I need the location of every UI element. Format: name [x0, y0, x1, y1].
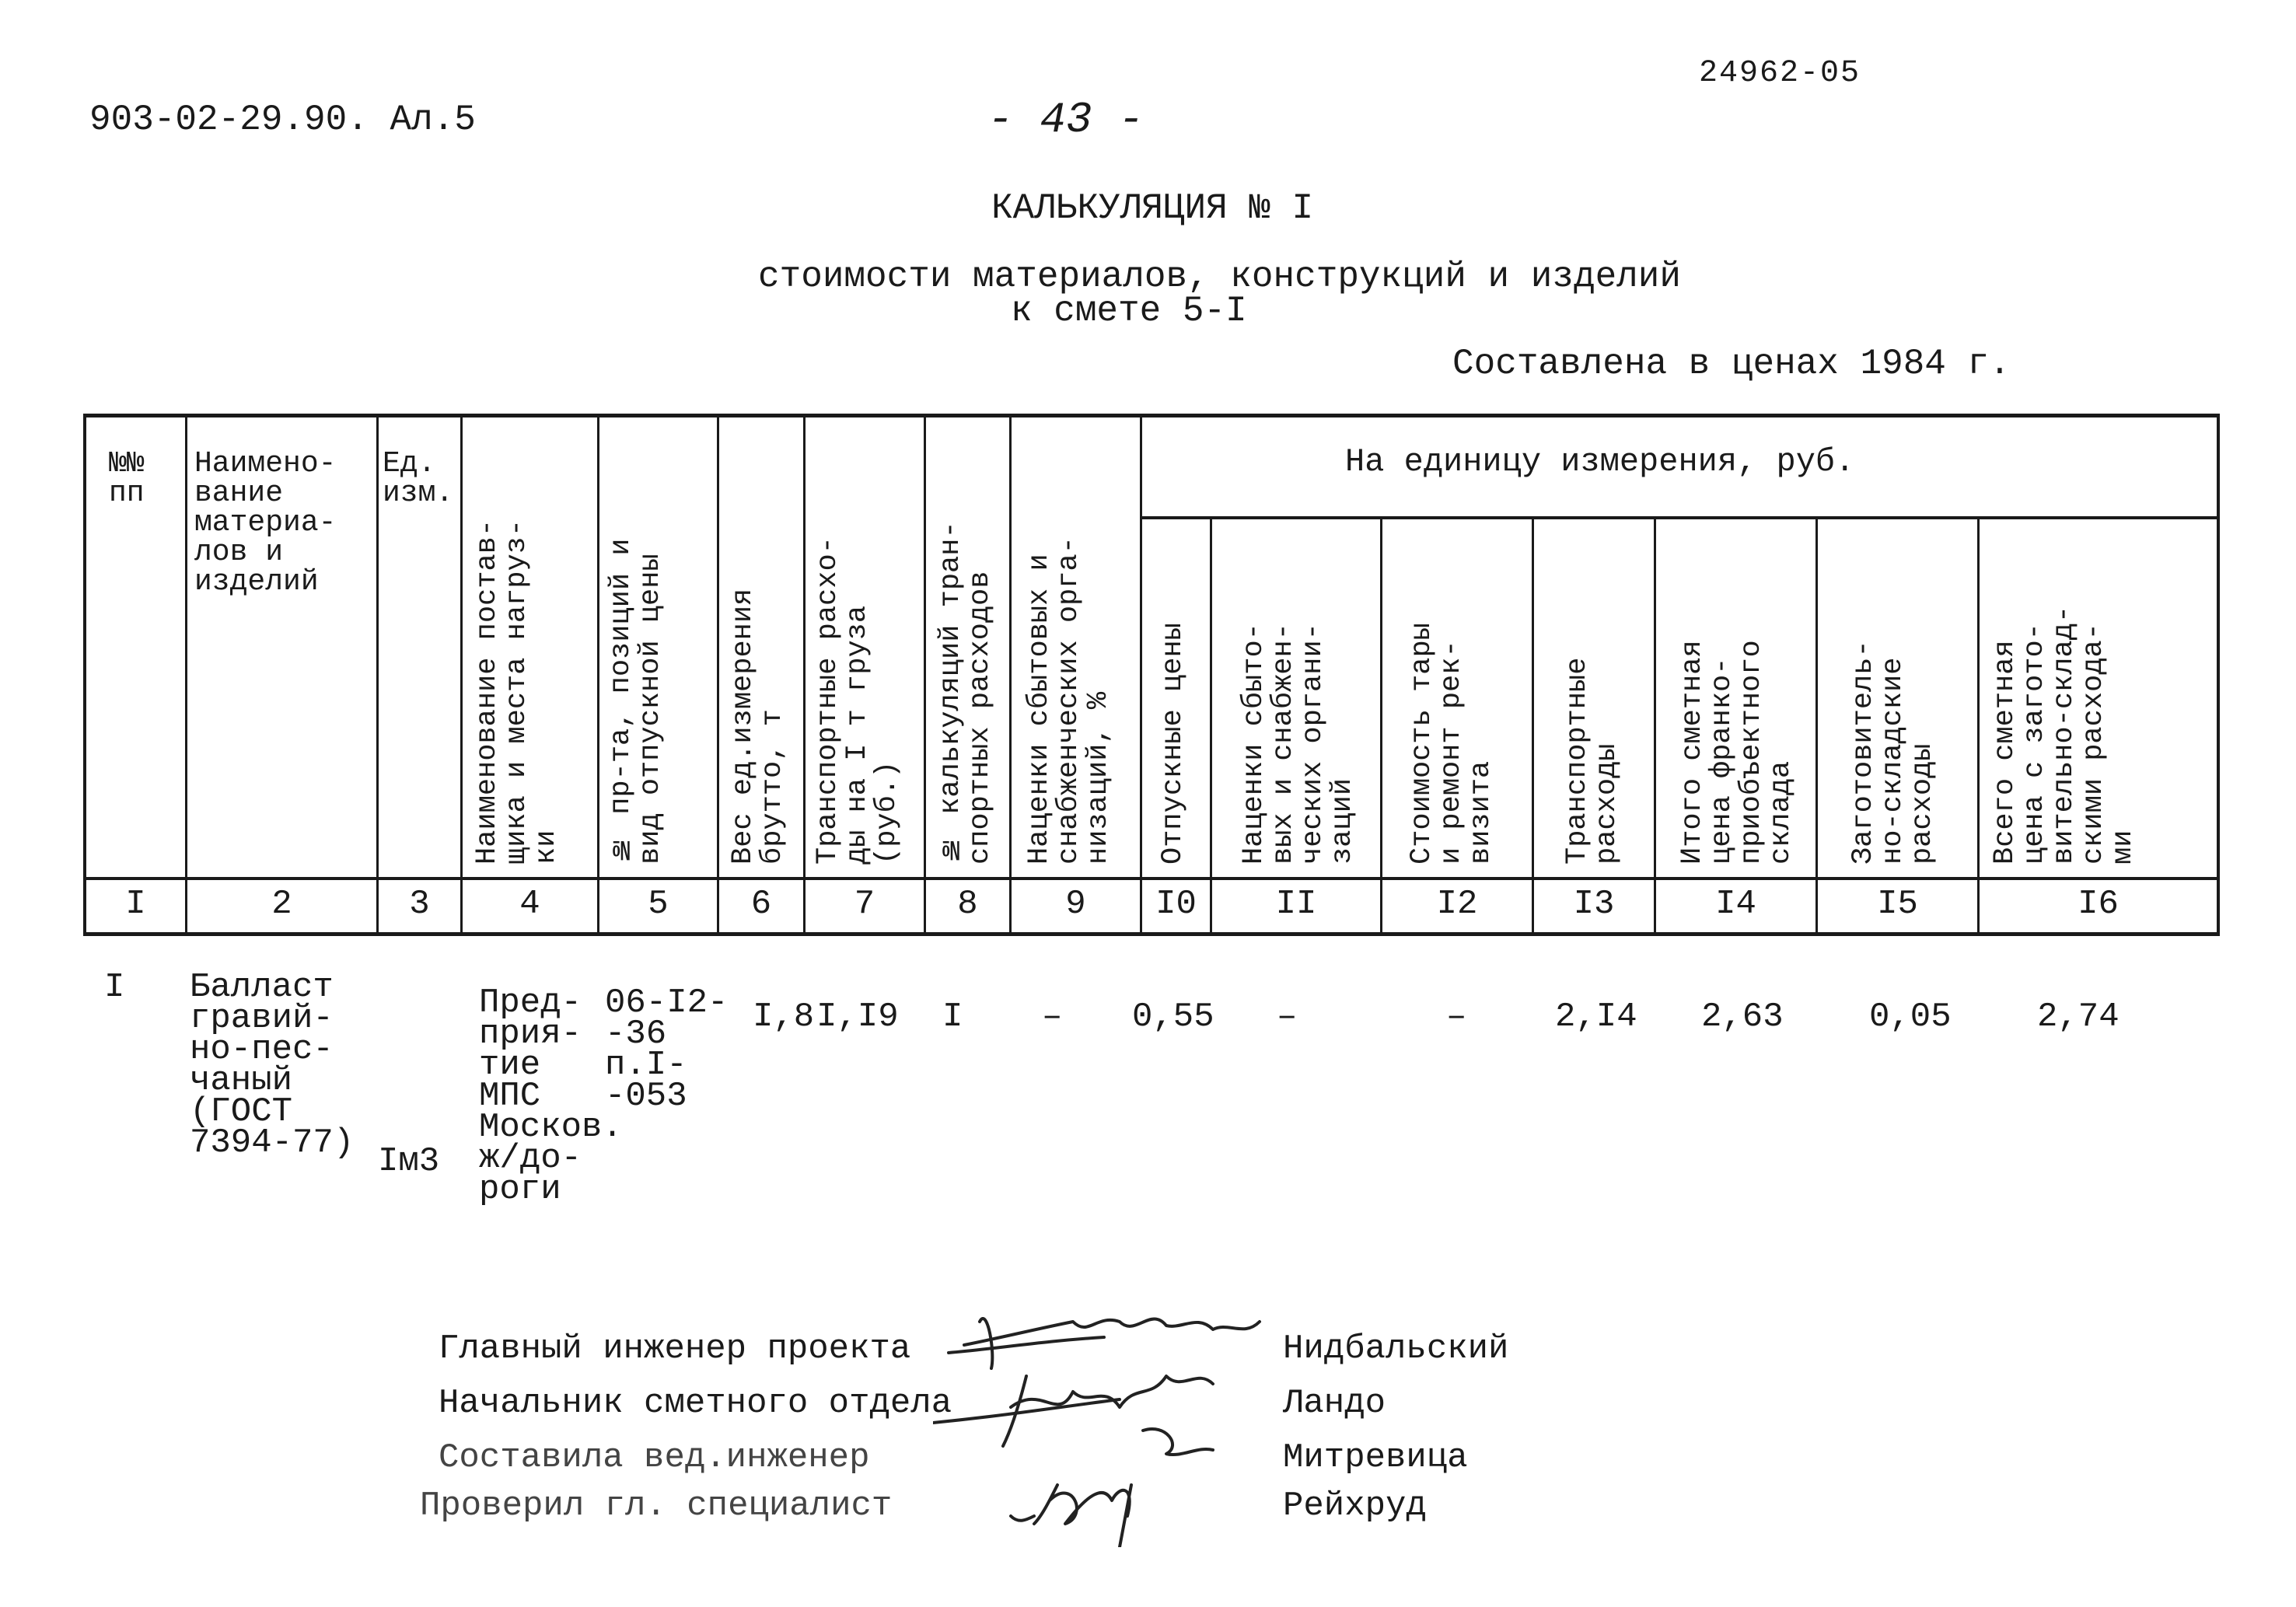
- col-13-number: I3: [1573, 885, 1615, 924]
- col-10-header: Отпускные цены: [1157, 623, 1190, 865]
- document-reference: 903-02-29.90. Ал.5: [89, 100, 476, 140]
- row-unit: Iм3: [378, 1142, 440, 1181]
- col-11-header: Наценки сбыто- вых и снабжен- ческих органи- заций: [1238, 623, 1359, 865]
- document-code: 24962-05: [1699, 56, 1861, 91]
- signature-role-2: Начальник сметного отдела: [439, 1384, 952, 1423]
- col-14-header: Итого сметная цена франко- приобъектного склада: [1676, 640, 1798, 865]
- col-14-number: I4: [1715, 885, 1756, 924]
- signature-role-1: Главный инженер проекта: [439, 1329, 911, 1368]
- row-release-price: 0,55: [1132, 997, 1214, 1036]
- col-5-header: № пр-та, позиций и вид отпускной цены: [605, 538, 667, 865]
- col-1-number: I: [125, 885, 146, 924]
- col-12-header: Стоимость тары и ремонт рек- визита: [1406, 623, 1497, 865]
- col-11-number: II: [1275, 885, 1317, 924]
- prices-note: Составлена в ценах 1984 г.: [1452, 344, 2011, 384]
- col-15-header: Заготовитель- но-складские расходы: [1847, 640, 1939, 865]
- subtitle-estimate: к смете 5-I: [1011, 291, 1247, 331]
- subtitle: стоимости материалов, конструкций и изделий: [758, 257, 1681, 297]
- col-9-header: Наценки сбытовых и снабженческих орга- низаций, %: [1023, 536, 1115, 865]
- col-16-header: Всего сметная цена с загото- вительно-склад- скими расхода- ми: [1989, 605, 2140, 865]
- row-position: 06-I2- -36 п.I- -053: [605, 983, 729, 1116]
- signature-name-1: Нидбальский: [1283, 1329, 1509, 1368]
- col-13-header: Транспортные расходы: [1561, 657, 1623, 865]
- col-4-number: 4: [519, 885, 540, 924]
- signature-name-3: Митревица: [1283, 1438, 1468, 1477]
- signature-name-2: Ландо: [1283, 1384, 1386, 1423]
- row-transport-per-ton: I,I9: [816, 997, 899, 1036]
- row-transport-cost: 2,I4: [1555, 997, 1637, 1036]
- row-weight: I,8: [753, 997, 815, 1036]
- col-2-header: Наимено- вание материа- лов и изделий: [194, 447, 337, 599]
- row-calc-number: I: [942, 997, 963, 1036]
- signature-role-4: Проверил гл. специалист: [420, 1486, 893, 1525]
- col-8-header: № калькуляций тран- спортных расходов: [935, 521, 997, 865]
- col-4-header: Наименование постав- щика и места нагруз- ки: [471, 519, 563, 865]
- col-12-number: I2: [1436, 885, 1478, 924]
- row-number: I: [104, 968, 125, 1007]
- col-6-header: Вес ед.измерения брутто, т: [727, 588, 789, 865]
- col-3-header: Ед. изм.: [383, 447, 454, 510]
- row-total-price: 2,74: [2037, 997, 2120, 1036]
- page-title: КАЛЬКУЛЯЦИЯ № I: [991, 188, 1314, 229]
- col-15-number: I5: [1877, 885, 1918, 924]
- col-7-number: 7: [854, 885, 875, 924]
- col-7-header: Транспортные расхо- ды на I т груза (руб.): [812, 536, 903, 865]
- col-10-number: I0: [1155, 885, 1197, 924]
- signature-role-3: Составила вед.инженер: [439, 1438, 870, 1477]
- page-number: - 43 -: [987, 95, 1145, 145]
- row-markup-percent: –: [1042, 997, 1063, 1036]
- row-material-name: Балласт гравий- но-пес- чаный (ГОСТ 7394-77): [190, 968, 355, 1162]
- col-9-number: 9: [1065, 885, 1086, 924]
- col-16-number: I6: [2078, 885, 2119, 924]
- row-total-site-price: 2,63: [1701, 997, 1784, 1036]
- row-supplier: Пред- прия- тие МПС Москов. ж/до- роги: [479, 983, 623, 1209]
- col-2-number: 2: [271, 885, 292, 924]
- per-unit-header: На единицу измерения, руб.: [1345, 443, 1855, 480]
- handwritten-signatures: [933, 1291, 1275, 1547]
- col-3-number: 3: [409, 885, 430, 924]
- row-procurement-cost: 0,05: [1869, 997, 1952, 1036]
- col-1-header: №№ пп: [109, 447, 145, 510]
- row-markup: –: [1277, 997, 1298, 1036]
- col-6-number: 6: [750, 885, 772, 924]
- col-8-number: 8: [957, 885, 978, 924]
- signature-name-4: Рейхруд: [1283, 1486, 1427, 1525]
- col-5-number: 5: [648, 885, 669, 924]
- row-tare: –: [1446, 997, 1467, 1036]
